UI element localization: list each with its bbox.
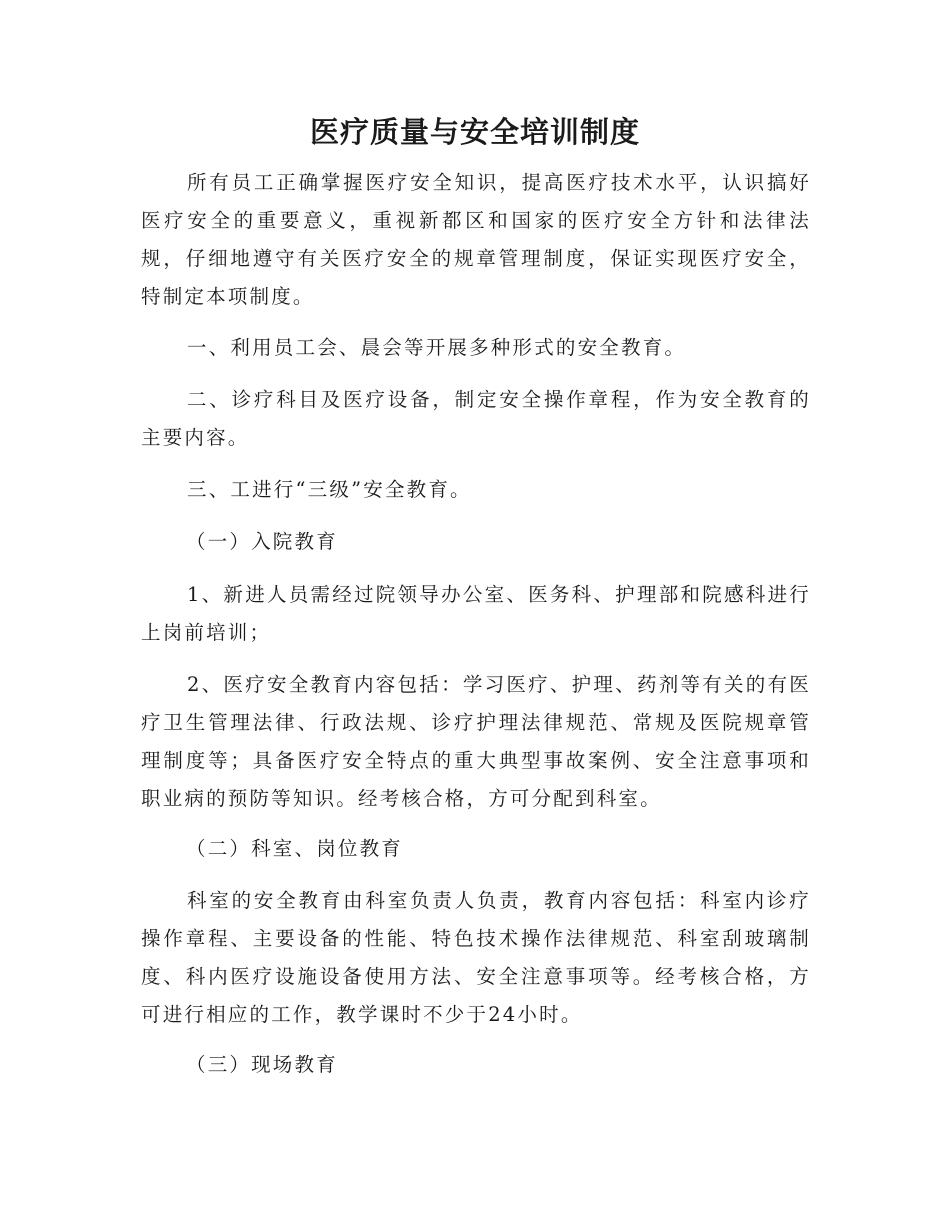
section-2-paragraph-1: 科室的安全教育由科室负责人负责，教育内容包括：科室内诊疗操作章程、主要设备的性能、特色技术操作法律规范、科室刮玻璃制度、科内医疗设施设备使用方法、安全注意事项等。经考核合格，方可进行相应的工作，教学课时不少于24小时。 <box>141 889 811 1026</box>
item-2-paragraph: 二、诊疗科目及医疗设备，制定安全操作章程，作为安全教育的主要内容。 <box>141 388 811 449</box>
intro-paragraph: 所有员工正确掌握医疗安全知识，提高医疗技术水平，认识搞好医疗安全的重要意义，重视新都区和国家的医疗安全方针和法律法规，仔细地遵守有关医疗安全的规章管理制度，保证实现医疗安全，特制定本项制度。 <box>141 171 811 308</box>
section-1-paragraph-2: 2、医疗安全教育内容包括：学习医疗、护理、药剂等有关的有医疗卫生管理法律、行政法规、诊疗护理法律规范、常规及医院规章管理制度等；具备医疗安全特点的重大典型事故案例、安全注意事项和职业病的预防等知识。经考核合格，方可分配到科室。 <box>141 673 811 810</box>
document-title: 医疗质量与安全培训制度 <box>309 115 640 149</box>
section-3-heading: （三）现场教育 <box>186 1053 338 1076</box>
item-3-paragraph: 三、工进行“三级”安全教育。 <box>187 478 472 501</box>
section-1-heading: （一）入院教育 <box>186 530 338 553</box>
item-1-paragraph: 一、利用员工会、晨会等开展多种形式的安全教育。 <box>187 336 687 359</box>
section-2-heading: （二）科室、岗位教育 <box>186 837 404 860</box>
section-1-paragraph-1: 1、新进人员需经过院领导办公室、医务科、护理部和院感科进行上岗前培训； <box>141 583 811 644</box>
